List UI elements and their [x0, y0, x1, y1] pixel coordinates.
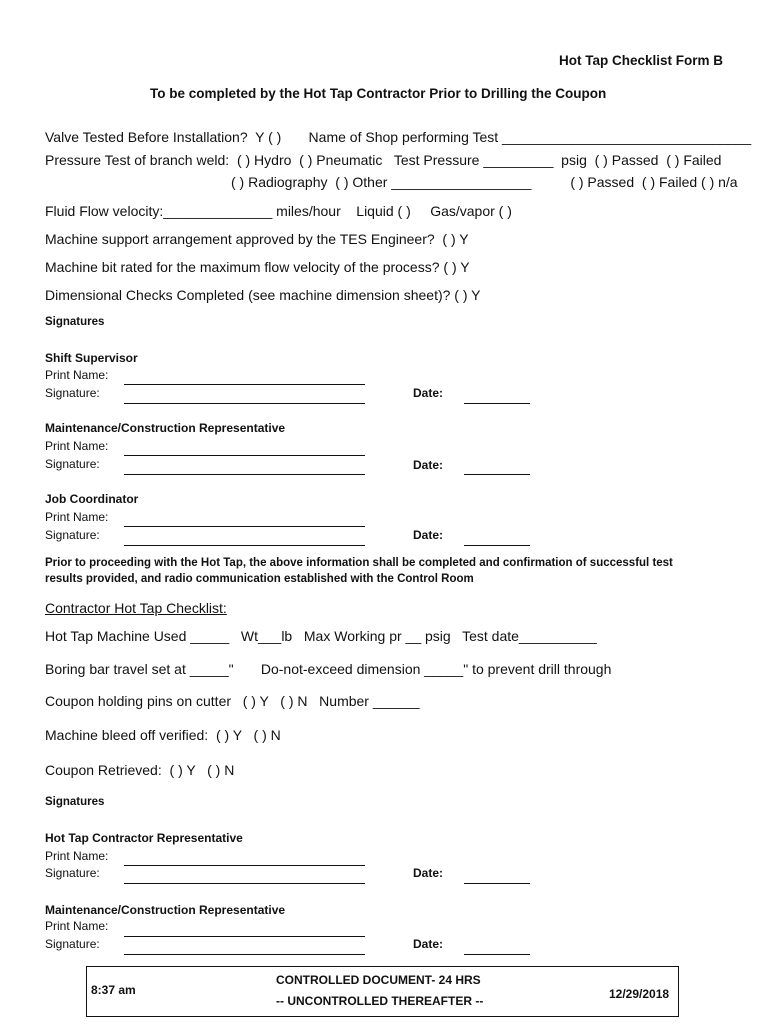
signature-field[interactable] — [124, 545, 365, 546]
date-label: Date: — [413, 528, 444, 542]
coupon-pins-line: Coupon holding pins on cutter ( ) Y ( ) N Number ______ — [45, 693, 420, 709]
date-field[interactable] — [464, 474, 530, 475]
signature-field[interactable] — [124, 403, 365, 404]
footer-date: 12/29/2018 — [609, 987, 670, 1001]
print-name-label: Print Name: — [45, 510, 109, 524]
signature-label: Signature: — [45, 937, 100, 951]
role-maintenance-construction: Maintenance/Construction Representative — [45, 903, 286, 917]
footer-controlled: CONTROLLED DOCUMENT- 24 HRS — [276, 973, 481, 987]
boring-bar-line: Boring bar travel set at _____" Do-not-exceed dimension _____" to prevent drill through — [45, 661, 612, 677]
date-field[interactable] — [464, 403, 530, 404]
footer-uncontrolled: -- UNCONTROLLED THEREAFTER -- — [276, 994, 484, 1008]
signatures-heading: Signatures — [45, 316, 105, 328]
signature-field[interactable] — [124, 474, 365, 475]
print-name-field[interactable] — [124, 526, 365, 527]
print-name-field[interactable] — [124, 455, 365, 456]
pressure-test-line: Pressure Test of branch weld: ( ) Hydro ( ) Pneumatic Test Pressure _________ psig ( ) Passed ( ) Failed — [45, 152, 722, 168]
signature-label: Signature: — [45, 866, 100, 880]
print-name-label: Print Name: — [45, 849, 109, 863]
form-subtitle: To be completed by the Hot Tap Contractor Prior to Drilling the Coupon — [150, 86, 607, 101]
signature-label: Signature: — [45, 457, 100, 471]
print-name-label: Print Name: — [45, 919, 109, 933]
footer-time: 8:37 am — [91, 983, 136, 997]
signature-label: Signature: — [45, 528, 100, 542]
coupon-retrieved-line: Coupon Retrieved: ( ) Y ( ) N — [45, 762, 235, 778]
machine-support-line: Machine support arrangement approved by the TES Engineer? ( ) Y — [45, 231, 469, 247]
signatures-heading: Signatures — [45, 796, 105, 808]
role-shift-supervisor: Shift Supervisor — [45, 351, 138, 365]
notice-line-1: Prior to proceeding with the Hot Tap, the above information shall be completed and confirmation of successful test — [45, 557, 673, 569]
signature-field[interactable] — [124, 954, 365, 955]
machine-bit-line: Machine bit rated for the maximum flow velocity of the process? ( ) Y — [45, 259, 470, 275]
signature-field[interactable] — [124, 883, 365, 884]
role-hot-tap-contractor: Hot Tap Contractor Representative — [45, 831, 243, 845]
print-name-field[interactable] — [124, 936, 365, 937]
date-field[interactable] — [464, 883, 530, 884]
bleed-off-line: Machine bleed off verified: ( ) Y ( ) N — [45, 727, 281, 743]
radiography-line: ( ) Radiography ( ) Other __________________ ( ) Passed ( ) Failed ( ) n/a — [231, 174, 738, 190]
role-maintenance-construction: Maintenance/Construction Representative — [45, 421, 286, 435]
print-name-field[interactable] — [124, 384, 365, 385]
date-label: Date: — [413, 866, 444, 880]
date-field[interactable] — [464, 545, 530, 546]
date-label: Date: — [413, 458, 444, 472]
date-field[interactable] — [464, 954, 530, 955]
form-title: Hot Tap Checklist Form B — [559, 53, 724, 68]
print-name-field[interactable] — [124, 865, 365, 866]
notice-line-2: results provided, and radio communication established with the Control Room — [45, 573, 474, 585]
print-name-label: Print Name: — [45, 368, 109, 382]
contractor-checklist-heading: Contractor Hot Tap Checklist: — [45, 600, 227, 616]
role-job-coordinator: Job Coordinator — [45, 492, 139, 506]
signature-label: Signature: — [45, 386, 100, 400]
dimensional-line: Dimensional Checks Completed (see machine dimension sheet)? ( ) Y — [45, 287, 481, 303]
fluid-flow-line: Fluid Flow velocity:______________ miles/hour Liquid ( ) Gas/vapor ( ) — [45, 203, 512, 219]
date-label: Date: — [413, 937, 444, 951]
print-name-label: Print Name: — [45, 439, 109, 453]
valve-tested-line: Valve Tested Before Installation? Y ( ) Name of Shop performing Test ________________________________ — [45, 129, 752, 145]
date-label: Date: — [413, 386, 444, 400]
machine-used-line: Hot Tap Machine Used _____ Wt___lb Max Working pr __ psig Test date__________ — [45, 628, 597, 644]
